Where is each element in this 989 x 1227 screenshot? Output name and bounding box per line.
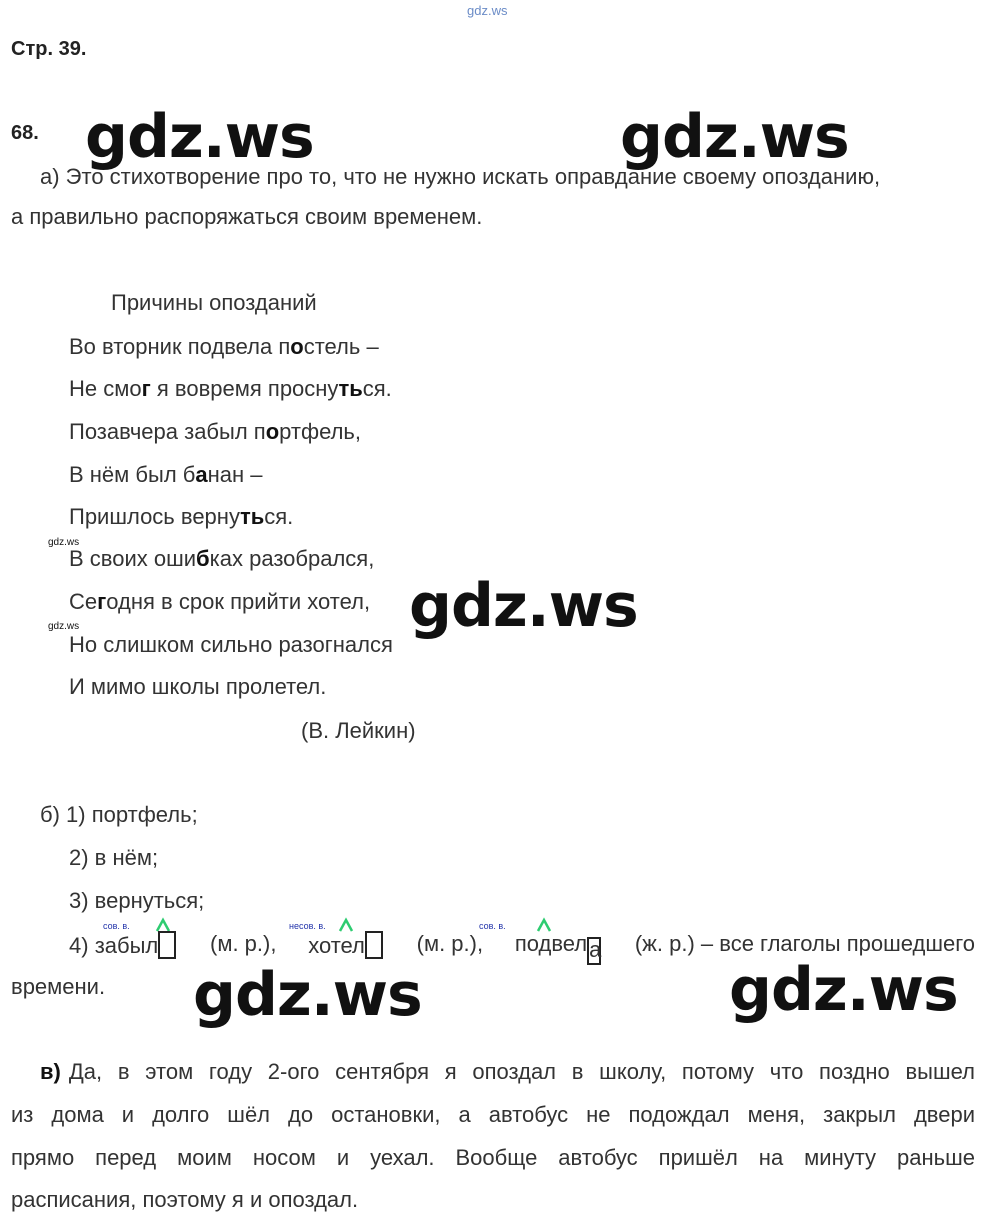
poem-line: Пришлось вернуться. — [69, 504, 294, 529]
poem-line: В своих ошибках разобрался, — [69, 546, 375, 571]
watermark-small: gdz.ws — [48, 621, 80, 632]
aspect-label: сов. в. — [103, 921, 130, 931]
watermark-large: gdz.ws — [620, 102, 849, 172]
part-c-line: прямо перед моим носом и уехал. Вообще автобус пришёл на минуту раньше — [11, 1145, 975, 1170]
aspect-label: несов. в. — [289, 921, 326, 931]
poem-line: И мимо школы пролетел. — [69, 674, 327, 699]
part-b-item4-cont: времени. — [11, 974, 106, 999]
poem-line: Позавчера забыл портфель, — [69, 419, 362, 444]
exercise-number: 68. — [11, 122, 39, 144]
watermark-large: gdz.ws — [409, 571, 638, 641]
part-c-line: из дома и долго шёл до остановки, а автобус не подождал меня, закрыл двери — [11, 1102, 975, 1127]
poem-line: Сегодня в срок прийти хотел, — [69, 589, 371, 614]
ending-box — [365, 931, 383, 959]
part-b-item: 2) в нём; — [69, 845, 159, 870]
watermark-large: gdz.ws — [193, 960, 422, 1030]
poem-line: Но слишком сильно разогнался — [69, 632, 393, 657]
watermark-large: gdz.ws — [729, 955, 958, 1025]
part-b-item: 3) вернуться; — [69, 888, 205, 913]
part-b-item: б) 1) портфель; — [40, 802, 198, 827]
aspect-label: сов. в. — [479, 921, 506, 931]
watermark-small: gdz.ws — [48, 537, 80, 548]
part-b-item4: 4) забыл (м. р.), хотел (м. р.), подвела (ж. р.) – все глаголы прошедшего — [69, 931, 975, 965]
poem-line: Во вторник подвела постель – — [69, 334, 379, 359]
poem-line: В нём был банан – — [69, 462, 263, 487]
ending-box — [158, 931, 176, 959]
poem-title: Причины опозданий — [111, 290, 317, 315]
part-c-line: расписания, поэтому я и опоздал. — [11, 1187, 359, 1212]
part-a-line: а) Это стихотворение про то, что не нужно искать оправдание своему опозданию, — [40, 164, 881, 189]
part-a-line: а правильно распоряжаться своим временем. — [11, 204, 483, 229]
ending-box: а — [587, 937, 601, 965]
poem-line: Не смог я вовремя проснуться. — [69, 376, 392, 401]
part-c-line: в) Да, в этом году 2-ого сентября я опоздал в школу, потому что поздно вышел — [40, 1059, 975, 1084]
page-label: Стр. 39. — [11, 38, 87, 60]
watermark-top: gdz.ws — [467, 3, 508, 18]
poem-author: (В. Лейкин) — [301, 718, 416, 743]
watermark-large: gdz.ws — [85, 102, 314, 172]
